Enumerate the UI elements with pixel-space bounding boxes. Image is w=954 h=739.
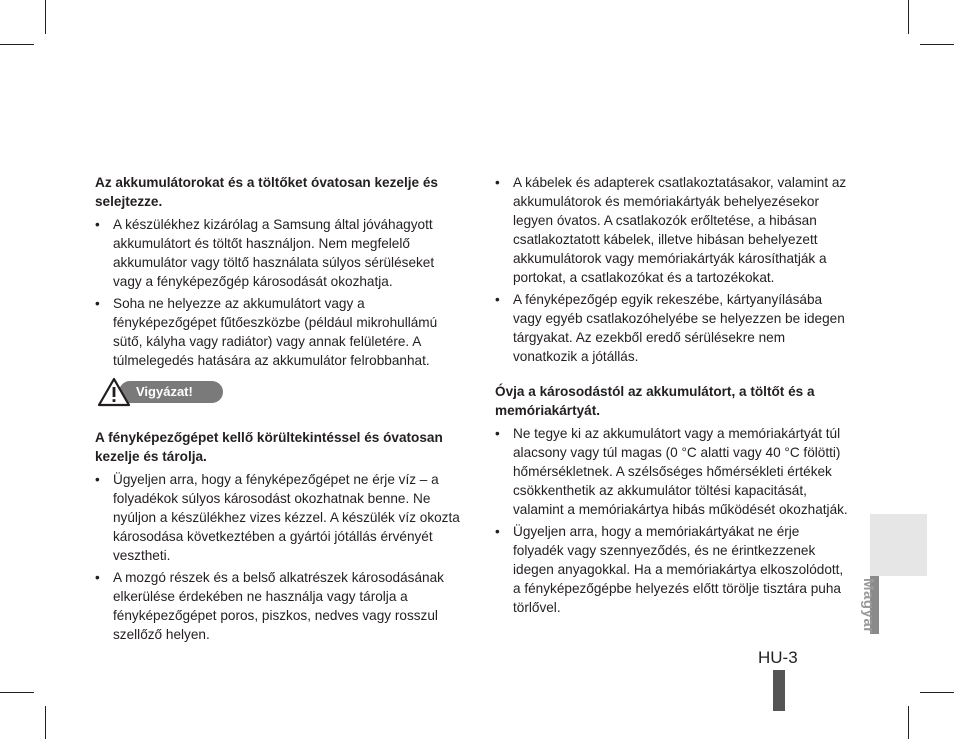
crop-mark: [920, 692, 954, 693]
battery-bullet-list: [95, 216, 463, 371]
left-column: [95, 174, 463, 649]
section-heading-camera-care: A fényképezőgépet kellő körültekintéssel és óvatosan kezelje és tárolja.: [95, 430, 443, 464]
warning-label: Vigyázat!: [119, 381, 223, 403]
crop-mark: [908, 0, 909, 34]
memory-bullet-list: [495, 425, 851, 618]
section-heading-batteries: Az akkumulátorokat és a töltőket óvatosan kezelje és selejtezze.: [95, 175, 438, 209]
list-item: • A kábelek és adapterek csatlakoztatásakor, valamint az akkumulátorok és memóriakártyák behelyezésekor legyen óvatos. A csatlakozók erőltetése, a hibásan csatlakoztatott kábelek, illetve hibásan behelyezett akkumulátorok vagy memóriakártyák károsíthatják a portokat, a csatlakozókat és a tartozékokat.: [495, 174, 851, 287]
list-item: • Ügyeljen arra, hogy a fényképezőgépet ne érje víz – a folyadékok súlyos károsodást okozhatnak benne. Ne nyúljon a készülékhez vizes kézzel. A készülék víz okozta károsodása következtében a gyártói jótállás érvényét veszthetі.: [95, 471, 463, 566]
crop-mark: [0, 692, 34, 693]
crop-mark: [45, 706, 46, 739]
warning-callout: [95, 377, 463, 411]
camera-bullet-list: [95, 471, 463, 645]
language-label: Magyar: [860, 578, 877, 634]
list-item: • A fényképezőgép egyik rekeszébe, kártyanyílásába vagy egyéb csatlakozóhelyébe se helyezzen be idegen tárgyakat. Az ezekből eredő sérülésekre nem vonatkozik a jótállás.: [495, 291, 851, 367]
language-tab-block: [870, 514, 927, 576]
list-item: • Ne tegye ki az akkumulátort vagy a memóriakártyát túl alacsony vagy túl magas (0 °C alatti vagy 40 °C fölötti) hőmérsékletnek. A szélsőséges hőmérsékleti értékek csökkenthetik az akkumulátor töltési kapacitását, valamint a memóriakártya hibás működését okozhatják.: [495, 425, 851, 520]
list-item: • A készülékhez kizárólag a Samsung által jóváhagyott akkumulátort és töltőt használjon. Nem megfelelő akkumulátor vagy töltő használata súlyos sérüléseket vagy a fényképezőgép károsodását okozhatja.: [95, 216, 463, 292]
crop-mark: [0, 44, 34, 45]
crop-mark: [908, 706, 909, 739]
list-item: • Soha ne helyezze az akkumulátort vagy a fényképezőgépet fűtőeszközbe (például mikrohullámú sütő, kályha vagy radiátor) vagy annak felületére. A túlmelegedés hatására az akkumulátor felrobbanhat.: [95, 295, 463, 371]
crop-mark: [45, 0, 46, 34]
crop-mark: [920, 44, 954, 45]
list-item: • Ügyeljen arra, hogy a memóriakártyákat ne érje folyadék vagy szennyeződés, és ne érintkezzenek idegen anyagokkal. Ha a memóriakártya elkoszolódott, a fényképezőgépbe helyezés előtt törölje tisztára puha törlővel.: [495, 523, 851, 618]
connector-bullet-list: [495, 174, 851, 367]
list-item: • A mozgó részek és a belső alkatrészek károsodásának elkerülése érdekében ne használja vagy tárolja a fényképezőgépet poros, piszkos, nedves vagy rosszul szellőző helyen.: [95, 569, 463, 645]
warning-triangle-icon: [97, 377, 131, 407]
page-marker-bar: [773, 670, 785, 711]
right-column: [495, 174, 851, 622]
section-heading-memory-card: Óvja a károsodástól az akkumulátort, a töltőt és a memóriakártyát.: [495, 384, 815, 418]
page-number: HU-3: [758, 648, 798, 667]
